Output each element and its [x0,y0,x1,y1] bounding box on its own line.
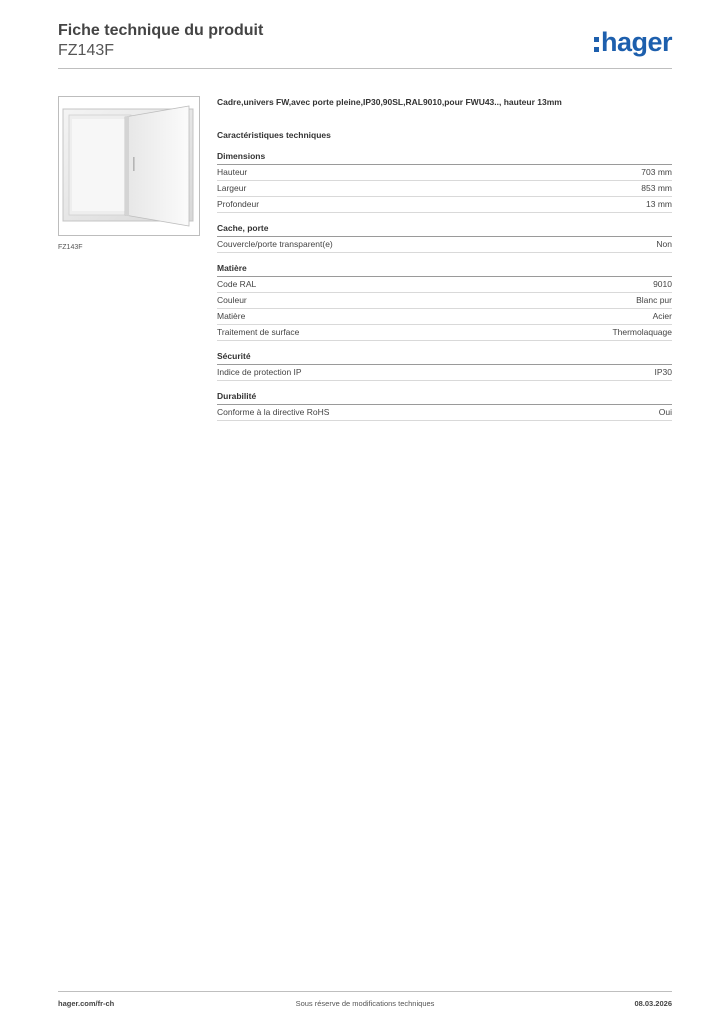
spec-label: Profondeur [217,199,260,209]
spec-group-dimensions [217,150,672,213]
spec-row [217,197,672,213]
page-footer [58,999,672,1011]
spec-value: Acier [652,311,672,321]
spec-group-title: Matière [217,262,672,277]
logo-text: hager [600,26,672,57]
spec-row [217,293,672,309]
image-caption: FZ143F [58,244,83,251]
enclosure-door-icon [59,97,199,235]
footer-note: Sous réserve de modifications techniques [295,999,435,1008]
spec-row [217,309,672,325]
spec-label: Couleur [217,295,247,305]
spec-label: Traitement de surface [217,327,300,337]
product-image [58,96,200,236]
spec-group-durabilite [217,390,672,421]
spec-group-title: Dimensions [217,150,672,165]
page-title: Fiche technique du produit [58,22,264,39]
spec-value: Non [656,239,672,249]
spec-label: Conforme à la directive RoHS [217,407,330,417]
spec-value: 9010 [653,279,672,289]
product-description: Cadre,univers FW,avec porte pleine,IP30,90SL,RAL9010,pour FWU43.., hauteur 13mm [217,97,562,107]
spec-label: Indice de protection IP [217,367,302,377]
spec-value: Oui [658,407,672,417]
product-reference: FZ143F [58,42,115,59]
spec-value: Blanc pur [636,295,672,305]
spec-value: 13 mm [646,199,672,209]
spec-group-securite [217,350,672,381]
spec-row [217,181,672,197]
header-divider [58,68,672,69]
spec-group-title: Sécurité [217,350,672,365]
spec-value: 853 mm [641,183,672,193]
spec-group-matiere [217,262,672,341]
spec-value: IP30 [654,367,672,377]
page-header [58,20,672,70]
spec-content [217,96,672,421]
footer-date: 08.03.2026 [634,999,672,1008]
spec-row [217,165,672,181]
spec-value: 703 mm [641,167,672,177]
spec-group-title: Durabilité [217,390,672,405]
spec-label: Couvercle/porte transparent(e) [217,239,333,249]
spec-label: Largeur [217,183,247,193]
specs-heading: Caractéristiques techniques [217,130,331,140]
spec-row [217,325,672,341]
spec-label: Code RAL [217,279,257,289]
spec-row [217,237,672,253]
footer-website: hager.com/fr-ch [58,999,115,1008]
spec-row [217,405,672,421]
spec-row [217,365,672,381]
spec-label: Hauteur [217,167,248,177]
spec-group-cache-porte [217,222,672,253]
spec-group-title: Cache, porte [217,222,672,237]
logo-dots-icon [594,37,599,52]
spec-label: Matière [217,311,246,321]
footer-divider [58,991,672,992]
hager-logo [594,26,672,58]
spec-row [217,277,672,293]
spec-value: Thermolaquage [612,327,672,337]
